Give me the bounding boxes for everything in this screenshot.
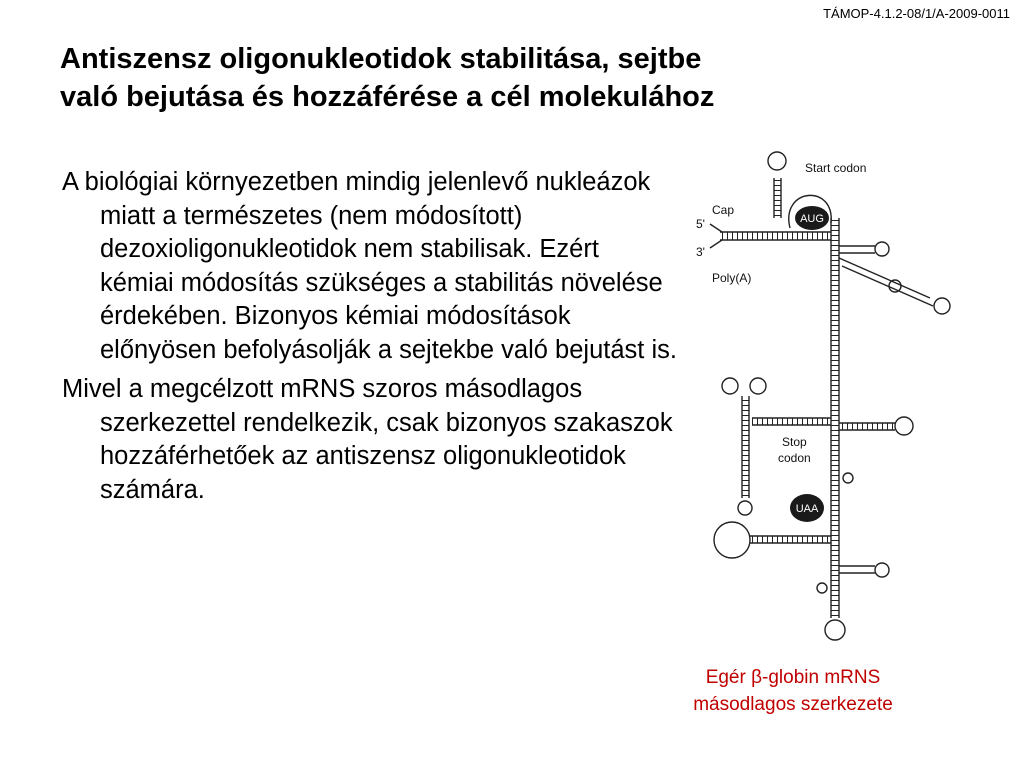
caption-line-2: másodlagos szerkezete <box>693 694 893 715</box>
title-line-2: való bejutása és hozzáférése a cél molekulához <box>60 81 715 113</box>
poly-a-label: Poly(A) <box>712 271 752 285</box>
title-line-1: Antiszensz oligonukleotidok stabilitása, sejtbe <box>60 43 702 75</box>
figure-caption <box>648 664 938 718</box>
mrna-diagram <box>690 148 960 648</box>
start-codon-sequence: AUG <box>800 213 824 225</box>
five-prime-label: 5' <box>696 217 705 231</box>
slide-title <box>60 40 980 116</box>
stop-label-line1: Stop <box>782 435 807 449</box>
paragraph-secondary-structure: Mivel a megcélzott mRNS szoros másodlagos szerkezettel rendelkezik, csak bizonyos szakaszok hozzáférhetőek az antiszensz oligonukleotidok számára. <box>62 375 673 504</box>
body-text <box>62 166 677 513</box>
stop-codon-sequence: UAA <box>795 503 819 515</box>
stop-label-line2: codon <box>778 451 811 465</box>
paragraph-nucleases: A biológiai környezetben mindig jelenlevő nukleázok miatt a természetes (nem módosított) dezoxioligonukleotidok nem stabilisak. Ezért kémiai módosítás szükséges a stabilitás növelése érdekében. Bizonyos kémiai módosítások előnyösen befolyásolják a sejtekbe való bejutást is. <box>62 168 677 364</box>
cap-label: Cap <box>712 203 735 217</box>
start-codon-label: Start codon <box>805 161 867 175</box>
project-code: TÁMOP-4.1.2-08/1/A-2009-0011 <box>823 6 1010 21</box>
mrna-structure-figure <box>690 148 960 648</box>
three-prime-label: 3' <box>696 245 705 259</box>
caption-line-1: Egér β-globin mRNS <box>705 667 881 688</box>
